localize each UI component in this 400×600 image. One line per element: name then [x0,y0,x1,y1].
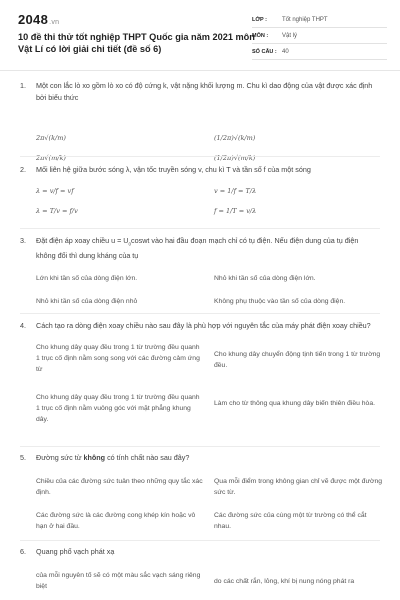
option-text: Chiều của các đường sức tuân theo những quy tắc xác định. [36,477,203,496]
option-a[interactable] [36,133,66,144]
option-text: Cho khung dây quay đều trong 1 từ trường đều quanh 1 trục cố định nằm vuông góc với mặt phẳng khung dây. [36,393,200,423]
option-text: Nhỏ khi tần số của dòng điện nhỏ [36,298,138,306]
meta-row-count [252,44,387,60]
option-text: Các đường sức của cùng một từ trường có thể cắt nhau. [214,511,367,530]
option-text: Các đường sức là các đường cong khép kín hoặc vô hạn ở hai đầu. [36,511,196,530]
option-c[interactable] [36,510,204,532]
option-a[interactable] [36,476,204,498]
question-body-sub: 0 [128,241,132,247]
option-b[interactable] [214,576,382,587]
question-text [0,546,400,558]
options [36,176,382,216]
question-body: Mối liên hệ giữa bước sóng λ, vận tốc truyền sóng v, chu kì T và tần số f của một sóng [36,165,311,174]
option-a[interactable] [36,570,204,592]
option-d[interactable] [214,398,382,409]
option-b[interactable] [214,349,382,371]
meta-key: LỚP : [252,16,267,23]
option-text: (1/2π)√(m/k) [214,154,256,162]
divider [20,313,380,314]
option-text: do các chất rắn, lỏng, khí bị nung nóng phát ra [214,577,355,585]
meta-value: Vật lý [282,32,298,39]
question-body: Cách tạo ra dòng điện xoay chiều nào sau đây là phù hợp với nguyên tắc của máy phát điện xoay chiều? [36,321,371,330]
exam-meta [252,12,387,60]
exam-title: 10 đề thi thử tốt nghiệp THPT Quốc gia năm 2021 môn Vật Lí có lời giải chi tiết (đề số 6) [18,32,255,54]
meta-row-class [252,12,387,28]
option-c[interactable] [36,153,66,164]
option-b[interactable] [214,273,316,284]
option-text: Làm cho từ thông qua khung dây biến thiên điều hòa. [214,399,375,407]
meta-key: SỐ CÂU : [252,48,277,55]
meta-value: Tốt nghiệp THPT [282,16,328,23]
logo-suffix: .vn [49,19,60,26]
header [0,0,400,71]
options [36,558,382,598]
meta-value: 40 [282,48,289,55]
question-text [0,164,400,176]
question-number: 4. [20,321,26,330]
options [36,103,382,162]
question-number: 5. [20,453,26,462]
question-text [0,320,400,332]
question-text [0,235,400,261]
divider [20,228,380,229]
question-1 [0,80,400,162]
question-body-2: coswt vào hai đầu đoạn mạch chỉ có tụ điện. Nếu điện dung của tụ điện không đổi thì dung kháng của tụ [36,236,359,260]
question-body: Quang phổ vạch phát xạ [36,547,115,556]
question-text [0,80,400,103]
divider [20,540,380,541]
question-5 [0,452,400,534]
divider [20,156,380,157]
option-text: 2π√(k/m) [36,134,66,142]
option-text: Lớn khi tần số của dòng điện lớn. [36,275,138,283]
logo-main: 2048 [18,12,49,27]
option-a[interactable] [36,273,137,284]
option-text: Cho khung dây chuyển động tịnh tiến trong 1 từ trường đều. [214,350,381,369]
option-a[interactable] [36,342,204,375]
option-text: v = 1/f = T/λ [214,186,257,195]
question-number: 2. [20,165,26,174]
question-2 [0,164,400,216]
option-text: λ = v/f = vf [36,186,74,195]
option-d[interactable] [214,510,382,532]
option-text: Cho khung dây quay đều trong 1 từ trường đều quanh 1 trục cố định nằm song song với các đường cảm ứng từ [36,343,200,373]
question-body-bold: không [83,453,106,462]
option-d[interactable] [214,206,256,217]
option-c[interactable] [36,206,78,217]
option-text: Qua mỗi điểm trong không gian chỉ vẽ được một đường sức từ. [214,477,383,496]
option-text: (1/2π)√(k/m) [214,134,256,142]
option-text: 2π√(m/k) [36,154,66,162]
options [36,464,382,534]
option-b[interactable] [214,186,256,197]
option-d[interactable] [214,153,255,164]
question-4 [0,320,400,432]
question-3 [0,235,400,321]
option-c[interactable] [36,392,204,425]
option-text: của mỗi nguyên tố sẽ có một màu sắc vạch sáng riêng biệt [36,571,201,590]
question-number: 6. [20,547,26,556]
divider [20,446,380,447]
option-b[interactable] [214,133,255,144]
site-logo[interactable] [18,12,59,27]
question-body-2: có tính chất nào sau đây? [105,453,190,462]
options [36,332,382,432]
question-6 [0,546,400,598]
question-text [0,452,400,464]
question-number: 3. [20,236,26,245]
option-a[interactable] [36,186,74,197]
question-body-1: Đường sức từ [36,453,84,462]
question-body: Một con lắc lò xo gồm lò xo có độ cứng k, vật nặng khối lượng m. Chu kì dao động của vật được xác định bởi biểu thức [36,81,373,102]
option-c[interactable] [36,296,137,307]
meta-key: MÔN : [252,32,269,39]
meta-row-subject [252,28,387,44]
option-text: Không phụ thuộc vào tần số của dòng điện. [214,298,346,306]
question-number: 1. [20,81,26,90]
option-text: λ = T/v = f/v [36,206,78,215]
option-text: f = 1/T = v/λ [214,206,257,215]
option-text: Nhỏ khi tần số của dòng điện lớn. [214,275,316,283]
question-body-1: Đặt điện áp xoay chiều u = U [36,236,129,245]
option-d[interactable] [214,296,345,307]
option-b[interactable] [214,476,382,498]
